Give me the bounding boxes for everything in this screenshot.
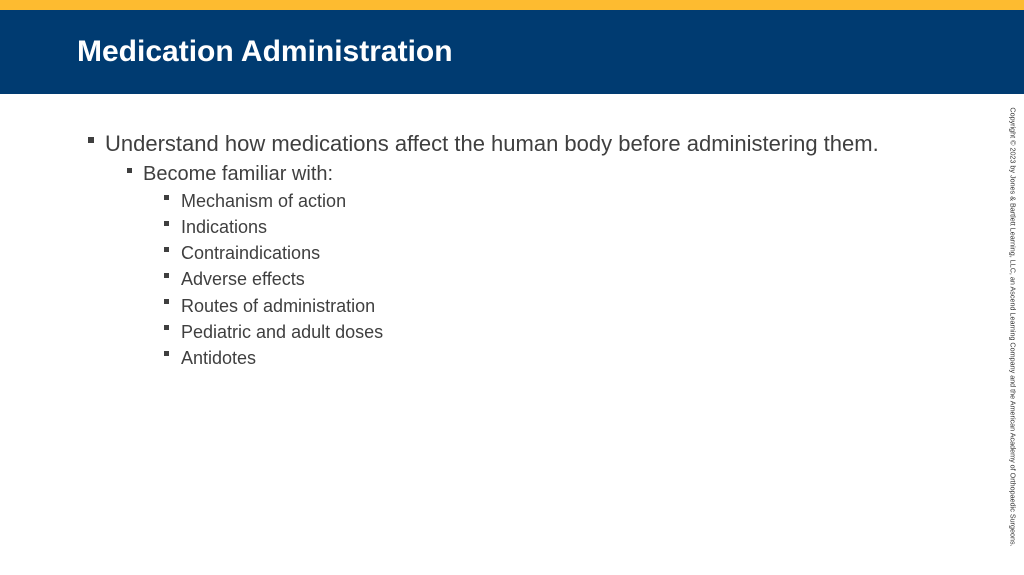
bullet-level-3: Routes of administration — [181, 296, 376, 316]
bullet-marker — [164, 273, 169, 278]
bullet-level-3: Antidotes — [181, 348, 257, 368]
bullet-marker — [164, 351, 169, 356]
bullet-marker — [164, 325, 169, 330]
copyright-notice: Copyright © 2023 by Jones & Bartlett Learning, LLC, an Ascend Learning Company and the American Academy of Orthopaedic Surgeons. — [1008, 107, 1018, 547]
bullet-marker — [164, 299, 169, 304]
slide-title: Medication Administration — [77, 35, 453, 68]
bullet-marker — [164, 247, 169, 252]
bullet-level-3: Adverse effects — [181, 269, 305, 289]
bullet-marker — [127, 168, 132, 173]
bullet-level-3: Pediatric and adult doses — [181, 322, 384, 342]
bullet-level-3: Indications — [181, 217, 268, 237]
bullet-level-1: Understand how medications affect the human body before administering them. — [105, 131, 879, 156]
bullet-level-3: Contraindications — [181, 243, 321, 263]
bullet-marker — [164, 221, 169, 226]
bullet-level-3: Mechanism of action — [181, 191, 347, 211]
bullet-level-2: Become familiar with: — [143, 163, 334, 185]
bullet-marker — [88, 137, 94, 143]
bullet-marker — [164, 195, 169, 200]
